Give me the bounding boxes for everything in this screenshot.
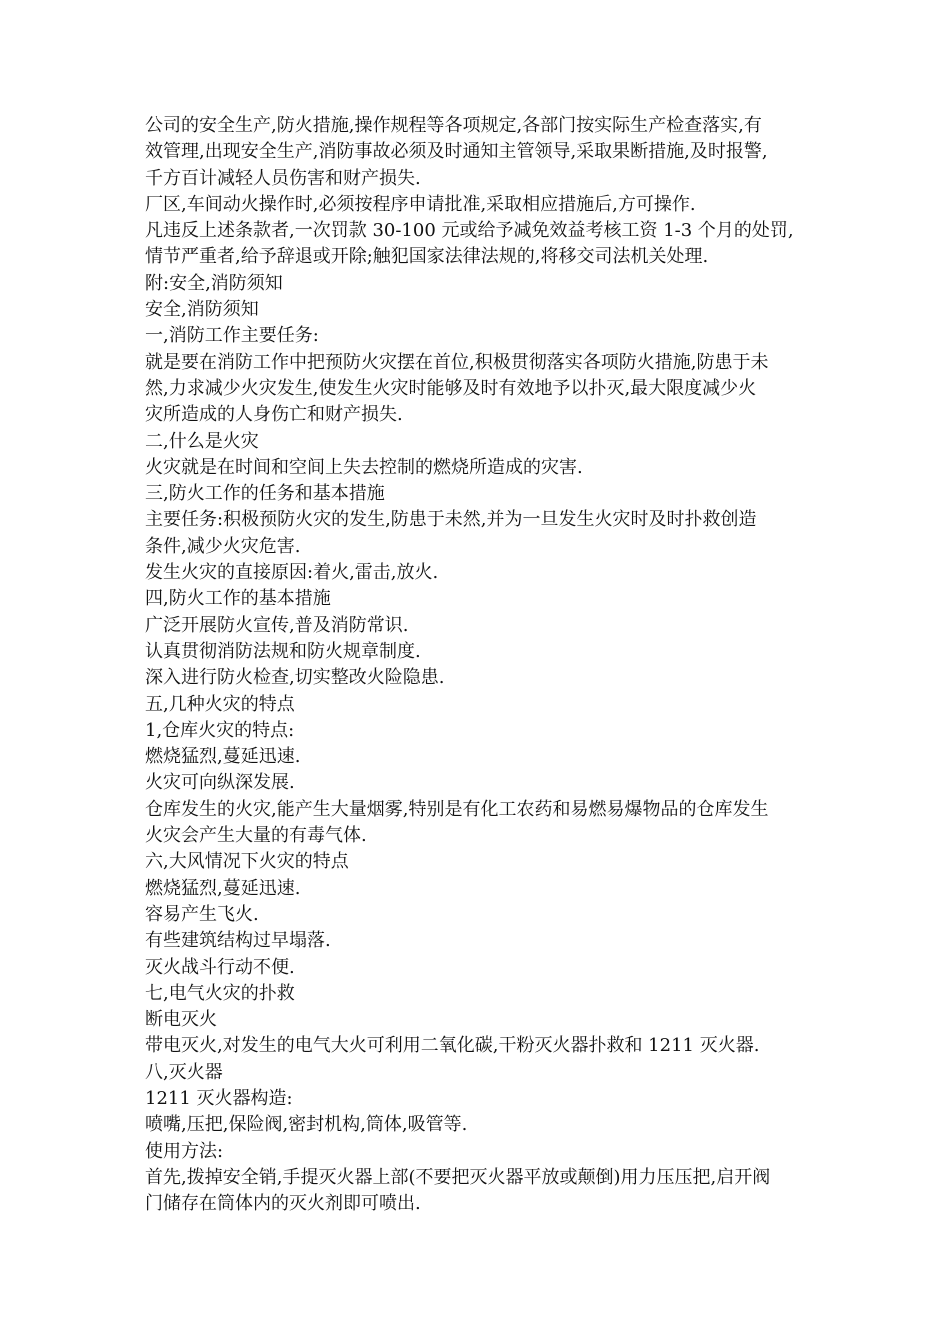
text-line: 然,力求减少火灾发生,使发生火灾时能够及时有效地予以扑灭,最大限度减少火 <box>145 377 757 399</box>
text-line: 火灾可向纵深发展. <box>145 772 295 794</box>
section-heading: 六,大风情况下火灾的特点 <box>145 851 349 873</box>
text-line: 发生火灾的直接原因:着火,雷击,放火. <box>145 562 439 584</box>
text-line: 情节严重者,给予辞退或开除;触犯国家法律法规的,将移交司法机关处理. <box>145 246 709 268</box>
subsection-heading: 1211 灭火器构造: <box>145 1087 293 1109</box>
text-line: 效管理,出现安全生产,消防事故必须及时通知主管领导,采取果断措施,及时报警, <box>145 141 768 163</box>
text-line: 主要任务:积极预防火灾的发生,防患于未然,并为一旦发生火灾时及时扑救创造 <box>145 509 757 531</box>
section-heading: 八,灭火器 <box>145 1061 223 1083</box>
text-line: 深入进行防火检查,切实整改火险隐患. <box>145 667 445 689</box>
text-line: 就是要在消防工作中把预防火灾摆在首位,积极贯彻落实各项防火措施,防患于未 <box>145 351 769 373</box>
section-heading: 三,防火工作的任务和基本措施 <box>145 483 385 505</box>
text-line: 认真贯彻消防法规和防火规章制度. <box>145 640 421 662</box>
section-heading: 一,消防工作主要任务: <box>145 325 319 347</box>
text-line: 断电灭火 <box>145 1009 217 1031</box>
text-line: 带电灭火,对发生的电气大火可利用二氧化碳,干粉灭火器扑救和 1211 灭火器. <box>145 1035 760 1057</box>
text-line: 广泛开展防火宣传,普及消防常识. <box>145 614 409 636</box>
text-line: 灾所造成的人身伤亡和财产损失. <box>145 404 403 426</box>
text-line: 公司的安全生产,防火措施,操作规程等各项规定,各部门按实际生产检查落实,有 <box>145 115 762 136</box>
text-line: 燃烧猛烈,蔓延迅速. <box>145 877 301 899</box>
text-line: 首先,拨掉安全销,手提灭火器上部(不要把灭火器平放或颠倒)用力压压把,启开阀 <box>145 1166 771 1188</box>
text-line: 厂区,车间动火操作时,必须按程序申请批准,采取相应措施后,方可操作. <box>145 193 696 215</box>
text-line: 有些建筑结构过早塌落. <box>145 930 331 952</box>
section-heading: 二,什么是火灾 <box>145 430 259 452</box>
document-body <box>145 113 825 1217</box>
text-line: 容易产生飞火. <box>145 903 259 925</box>
text-line: 火灾会产生大量的有毒气体. <box>145 825 367 847</box>
text-line: 火灾就是在时间和空间上失去控制的燃烧所造成的灾害. <box>145 456 583 478</box>
text-line: 仓库发生的火灾,能产生大量烟雾,特别是有化工农药和易燃易爆物品的仓库发生 <box>145 798 769 820</box>
section-heading: 安全,消防须知 <box>145 299 259 321</box>
subsection-heading: 使用方法: <box>145 1140 224 1162</box>
subsection-heading: 1,仓库火灾的特点: <box>145 719 295 741</box>
text-line: 灭火战斗行动不便. <box>145 956 295 978</box>
section-heading: 七,电气火灾的扑救 <box>145 982 295 1004</box>
text-line: 条件,减少火灾危害. <box>145 535 301 557</box>
text-line: 燃烧猛烈,蔓延迅速. <box>145 746 301 768</box>
text-line: 门储存在筒体内的灭火剂即可喷出. <box>145 1193 421 1215</box>
section-heading: 五,几种火灾的特点 <box>145 693 295 715</box>
section-heading: 四,防火工作的基本措施 <box>145 588 331 610</box>
text-line: 千方百计减轻人员伤害和财产损失. <box>145 167 421 189</box>
text-line: 附:安全,消防须知 <box>145 272 283 294</box>
text-line: 喷嘴,压把,保险阀,密封机构,筒体,吸管等. <box>145 1114 468 1136</box>
text-line: 凡违反上述条款者,一次罚款 30-100 元或给予减免效益考核工资 1-3 个月的处罚, <box>145 220 794 242</box>
